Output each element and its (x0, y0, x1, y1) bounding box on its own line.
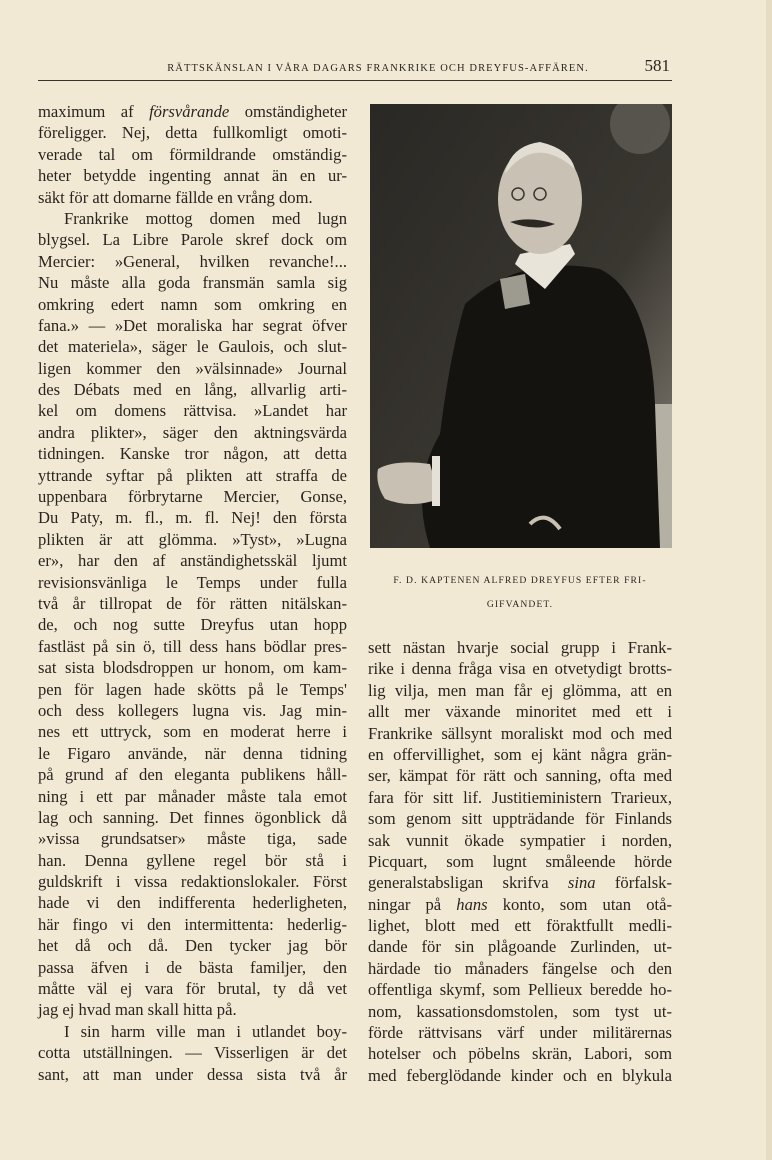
text-line (38, 251, 347, 272)
text-line (38, 572, 347, 593)
text-line (38, 294, 347, 315)
text-line (38, 101, 347, 122)
line-text: ning i ett par månader måste tala emot (38, 786, 347, 806)
text-line (368, 658, 672, 679)
text-line (368, 851, 672, 872)
page-number: 581 (644, 56, 670, 75)
text-line (38, 336, 347, 357)
text-line (368, 723, 672, 744)
text-line (38, 272, 347, 293)
text-line (38, 443, 347, 464)
line-text: plikten är att glömma. »Tyst», »Lugna (38, 529, 347, 549)
line-text: Nu måste alla goda fransmän samla sig (38, 273, 347, 293)
text-line (368, 979, 672, 1000)
line-text: »vissa grundsatser» måste tiga, sade (38, 829, 347, 849)
text-line (38, 122, 347, 143)
line-text: revisionsvänliga le Temps under fulla (38, 572, 347, 592)
text-line (368, 637, 672, 658)
line-text: omkring edert namn som omkring en (38, 294, 347, 314)
portrait-photo (370, 104, 672, 548)
line-text: omständigheter (229, 102, 348, 121)
text-line (368, 1022, 672, 1043)
line-text: verade tal om förmildrande omständig- (38, 144, 347, 164)
line-text: ligen kommer den »välsinnade» Journal (38, 358, 347, 378)
text-line (38, 764, 347, 785)
text-line (368, 744, 672, 765)
text-line (38, 657, 347, 678)
line-text: nes ett uttryck, som en moderat herre i (38, 722, 347, 742)
line-text: måtte väl ej vara för brutal, ty då vet (38, 979, 347, 999)
figure-caption-line-1: F. D. KAPTENEN ALFRED DREYFUS EFTER FRI- (393, 575, 647, 586)
text-line (368, 936, 672, 957)
text-line (368, 872, 672, 893)
line-text: säkt för att domarne fällde en vrång dom. (38, 187, 313, 207)
line-text: sak vunnit ökade sympatier i norden, (368, 830, 672, 850)
text-line (368, 787, 672, 808)
portrait-image (370, 104, 672, 548)
line-text: tidningen. Kanske tror någon, att detta (38, 444, 347, 464)
line-text: som genom sitt uppträdande för Finlands (368, 809, 672, 829)
line-text: cotta utställningen. — Visserligen är det (38, 1043, 347, 1063)
text-line (38, 743, 347, 764)
line-text: yttrande syftar på plikten att straffa de (38, 465, 347, 485)
text-line (368, 680, 672, 701)
line-text: ser, kämpat för rätt och sanning, ofta med (368, 766, 672, 786)
text-line (38, 1064, 347, 1085)
line-text: det materiela», säger le Gaulois, och slut- (38, 337, 347, 357)
text-line (38, 144, 347, 165)
line-text: hotelser och pöbelns skrän, Labori, som (368, 1044, 672, 1064)
text-line (38, 978, 347, 999)
text-line (38, 614, 347, 635)
line-text: passa äfven i de bästa familjer, den (38, 957, 347, 977)
text-line (38, 957, 347, 978)
right-text-column (368, 637, 672, 1086)
line-text: förfalsk- (595, 873, 672, 893)
running-title: RÄTTSKÄNSLAN I VÅRA DAGARS FRANKRIKE OCH DREYFUS-AFFÄREN. (167, 63, 589, 74)
text-line (38, 165, 347, 186)
italic-text: försvårande (149, 102, 230, 121)
text-line (38, 721, 347, 742)
text-line (38, 315, 347, 336)
text-line (38, 187, 347, 208)
text-line (368, 701, 672, 722)
line-text: het då och då. Den tycker jag bör (38, 936, 347, 956)
line-text: guldskrift i vissa redaktionslokaler. Först (38, 872, 347, 892)
text-line (38, 679, 347, 700)
line-text: Mercier: »General, hvilken revanche!... (38, 251, 347, 271)
text-line (368, 894, 672, 915)
line-text: lighet, blott med ett föraktfullt medli- (368, 916, 672, 936)
line-text: jag ej hvad man skall hitta på. (38, 1000, 237, 1020)
line-text: offentliga skymf, som Pellieux beredde ho- (368, 980, 672, 1000)
text-line (368, 915, 672, 936)
line-text: I sin harm ville man i utlandet boy- (64, 1021, 347, 1041)
text-line (38, 358, 347, 379)
line-text: sat sista blodsdroppen ur honom, om kam- (38, 658, 347, 678)
text-line (38, 636, 347, 657)
text-line (368, 808, 672, 829)
line-text: andra plikter», säger den aktningsvärda (38, 422, 347, 442)
text-line (38, 550, 347, 571)
line-text: härdade tio månaders fängelse och den (368, 958, 672, 978)
text-line (38, 828, 347, 849)
line-text: Du Paty, m. fl., m. fl. Nej! den första (38, 508, 347, 528)
text-line (368, 830, 672, 851)
text-line (38, 208, 347, 229)
line-text: nom, kassationsdomstolen, som tyst ut- (368, 1001, 672, 1021)
text-line (38, 1042, 347, 1063)
left-text-column (38, 101, 347, 1085)
text-line (368, 1043, 672, 1064)
text-line (38, 229, 347, 250)
text-line (38, 1021, 347, 1042)
line-text: dande för sin plågoande Zurlinden, ut- (368, 937, 672, 957)
figure-caption-line-2: GIFVANDET. (486, 599, 554, 610)
text-line (368, 958, 672, 979)
line-text: Picquart, som lugnt småleende hörde (368, 851, 672, 871)
line-text: uppenbara förbrytarne Mercier, Gonse, (38, 487, 347, 507)
line-text: sant, att man under dessa sista två år (38, 1064, 347, 1084)
text-line (38, 593, 347, 614)
line-text: pen för lagen hade skötts på le Temps' (38, 679, 347, 699)
text-line (38, 892, 347, 913)
line-text: Frankrike mottog domen med lugn (64, 208, 347, 228)
line-text: de, och nog sutte Dreyfus utan hopp (38, 615, 347, 635)
line-text: här fingo vi den intermittenta: hederlig- (38, 914, 347, 934)
italic-text: hans (456, 894, 488, 914)
line-text: generalstabsligan skrifva (368, 873, 568, 893)
text-line (38, 999, 347, 1020)
line-text: och dess kollegers lugna vis. Jag min- (38, 700, 347, 720)
text-line (38, 486, 347, 507)
text-line (38, 850, 347, 871)
text-line (38, 465, 347, 486)
line-text: le Figaro använde, när denna tidning (38, 743, 347, 763)
text-line (38, 422, 347, 443)
text-line (38, 400, 347, 421)
text-line (38, 700, 347, 721)
line-text: des Débats med en lång, allvarlig arti- (38, 380, 347, 400)
line-text: fana.» — »Det moraliska har segrat öfver (38, 315, 347, 335)
text-line (38, 529, 347, 550)
line-text: kel om domens rättvisa. »Landet har (38, 401, 347, 421)
line-text: föreligger. Nej, detta fullkomligt omoti- (38, 123, 347, 143)
line-text: förde rättvisans värf under militärernas (368, 1023, 672, 1043)
line-text: maximum af (38, 102, 150, 121)
text-line (38, 507, 347, 528)
line-text: lag och sanning. Det finnes ögonblick då (38, 807, 347, 827)
italic-text: sina (567, 873, 596, 893)
line-text: två år tillropat de för rätten nitälskan- (38, 593, 347, 613)
running-header (38, 56, 672, 81)
page-edge (766, 0, 772, 1160)
line-text: med feberglödande kinder och en blykula (368, 1065, 672, 1085)
line-text: sett nästan hvarje social grupp i Frank- (368, 638, 672, 657)
line-text: blygsel. La Libre Parole skref dock om (38, 230, 347, 250)
line-text: fastläst på sin ö, till dess hans bödlar pres- (38, 636, 347, 656)
text-line (38, 914, 347, 935)
text-line (38, 807, 347, 828)
text-line (368, 765, 672, 786)
line-text: Frankrike sällsynt moraliskt mod och med (368, 723, 672, 743)
text-line (38, 379, 347, 400)
line-text: lig vilja, men man får ej glömma, att en (368, 680, 672, 700)
line-text: allt mer växande minoritet med ett i (368, 702, 672, 722)
line-text: ningar på (368, 894, 457, 914)
line-text: konto, som utan otå- (487, 894, 672, 914)
line-text: på grund af den eleganta publikens håll- (38, 765, 347, 785)
text-line (368, 1001, 672, 1022)
line-text: er», har den af anständighetsskäl ljumt (38, 551, 347, 571)
text-line (38, 871, 347, 892)
line-text: en offervillighet, som ej känt några grän- (368, 744, 672, 764)
line-text: hade vi den indifferenta hederligheten, (38, 893, 347, 913)
text-line (38, 786, 347, 807)
text-line (368, 1065, 672, 1086)
line-text: han. Denna gyllene regel bör stå i (38, 850, 347, 870)
text-line (38, 935, 347, 956)
line-text: heter betydde ingenting annat än en ur- (38, 166, 347, 186)
line-text: rike i denna fråga visa en otvetydigt brotts- (368, 659, 672, 679)
line-text: fara för sitt lif. Justitieministern Trarieux, (368, 787, 672, 807)
